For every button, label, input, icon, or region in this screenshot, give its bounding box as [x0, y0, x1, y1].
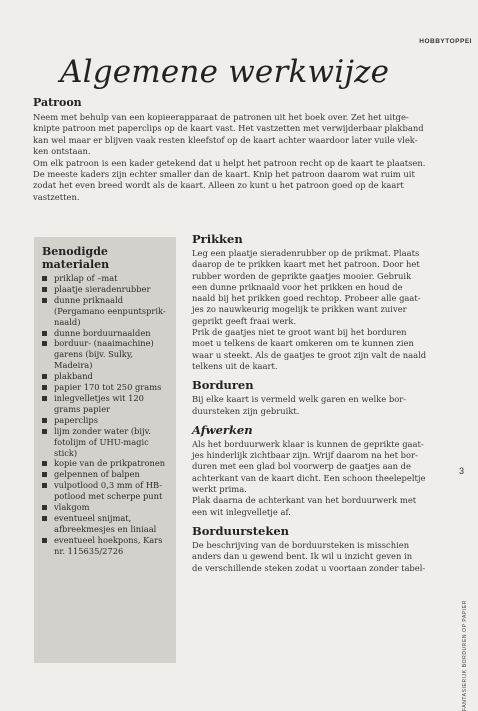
text-line: de verschillende steken zodat u voortaan zonder tabel- [192, 562, 426, 573]
materials-box [34, 237, 176, 663]
list-item [42, 469, 172, 480]
paragraph-borduursteken [192, 540, 442, 574]
list-item [42, 371, 172, 382]
side-running-title: FANTASIERIJK BORDUREN OP PAPIER [462, 600, 468, 711]
page-title: Algemene werkwijze [60, 54, 390, 90]
paragraph-borduren [192, 394, 442, 417]
list-item-text: priklap of –mat [54, 273, 118, 283]
bullet-icon [42, 461, 47, 466]
section-patroon [33, 96, 443, 203]
heading-borduren: Borduren [192, 378, 254, 393]
list-item [42, 415, 172, 426]
bullet-icon [42, 276, 47, 281]
text-line: knipte patroon met paperclips op de kaart vast. Het vastzetten met verwijderbaar plakband [33, 123, 424, 134]
list-item [42, 273, 172, 284]
text-line: De beschrijving van de borduursteken is misschien [192, 539, 410, 550]
text-line: een dunne priknaald voor het prikken en houd de [192, 281, 403, 292]
text-line: waar u steekt. Als de gaatjes te groot zijn valt de naald [192, 349, 427, 360]
page-number: 3 [458, 466, 464, 476]
text-line: kan wel maar er blijven vaak resten kleefstof op de kaart achter waardoor later vuile vlek- [33, 134, 418, 145]
right-column [192, 232, 442, 580]
bullet-icon [42, 538, 47, 543]
bullet-icon [42, 505, 47, 510]
text-line: geprikt geeft fraai werk. [192, 315, 297, 326]
materials-list [34, 273, 176, 557]
text-line: daarop de te prikken kaart met het patroon. Door het [192, 259, 420, 270]
text-line: naald bij het prikken goed rechtop. Probeer alle gaat- [192, 293, 421, 304]
list-item [42, 393, 172, 415]
list-item-text: vlakgom [54, 502, 90, 513]
text-line: ken ontstaan. [33, 146, 91, 157]
bullet-icon [42, 331, 47, 336]
paragraph-prikken [192, 248, 442, 372]
list-item [42, 295, 172, 328]
list-item-text: gelpennen of balpen [54, 469, 140, 480]
text-line: een wit inlegvelletje af. [192, 506, 291, 517]
list-item-text: kopie van de prikpatronen [54, 458, 166, 469]
heading-afwerken: Afwerken [192, 422, 253, 437]
list-item-text: paperclips [54, 414, 98, 425]
bullet-icon [42, 341, 47, 346]
list-item [42, 513, 172, 535]
text-line: rubber worden de geprikte gaatjes mooier. Gebruik [192, 270, 412, 281]
text-line: Om elk patroon is een kader getekend dat u helpt het patroon recht op de kaart te plaatsen. [33, 157, 426, 168]
text-line: vastzetten. [33, 191, 80, 202]
bullet-icon [42, 396, 47, 401]
list-item-text: papier 170 tot 250 grams [54, 382, 162, 393]
text-line: Plak daarna de achterkant van het borduurwerk met [192, 495, 417, 506]
list-item [42, 502, 172, 513]
paragraph-afwerken [192, 439, 442, 518]
list-item [42, 338, 172, 371]
bullet-icon [42, 287, 47, 292]
list-item [42, 535, 172, 557]
list-item-text: plaatje sieradenrubber [54, 283, 151, 294]
text-line: achterkant van de kaart dicht. Een schoon theelepeltje [192, 472, 426, 483]
text-line: anders dan u gewend bent. Ik wil u inzicht geven in [192, 551, 413, 562]
text-line: Neem met behulp van een kopieerapparaat de patronen uit het boek over. Zet het uitge- [33, 112, 409, 122]
paragraph-patroon [33, 112, 443, 203]
list-item-text: inlegvelletjes wit 120 grams papier [54, 392, 144, 414]
text-line: Bij elke kaart is vermeld welk garen en welke bor- [192, 394, 407, 405]
text-line: jes zo nauwkeurig mogelijk te prikken want zuiver [192, 304, 407, 315]
text-line: werkt prima. [192, 484, 247, 495]
bullet-icon [42, 472, 47, 477]
list-item [42, 426, 172, 459]
text-line: moet u telkens de kaart omkeren om te kunnen zien [192, 338, 414, 349]
list-item-text: eventueel snijmat, afbreekmesjes en liniaal [54, 512, 157, 534]
text-line: Als het borduurwerk klaar is kunnen de geprikte gaat- [192, 438, 424, 449]
heading-prikken: Prikken [192, 232, 243, 246]
bullet-icon [42, 516, 47, 521]
header-tag: HOBBYTOPPEI [419, 38, 472, 45]
list-item [42, 328, 172, 339]
list-item [42, 458, 172, 469]
bullet-icon [42, 418, 47, 423]
list-item-text: vulpotlood 0,3 mm of HB-potlood met scherpe punt [54, 480, 163, 502]
heading-borduursteken: Borduursteken [192, 523, 290, 538]
list-item-text: dunne priknaald (Pergamano eenpuntsprik-naald) [54, 294, 166, 327]
list-item-text: plakband [54, 371, 93, 382]
list-item [42, 382, 172, 393]
text-line: Leg een plaatje sieradenrubber op de prikmat. Plaats [192, 248, 420, 258]
bullet-icon [42, 429, 47, 434]
bullet-icon [42, 385, 47, 390]
list-item-text: dunne borduurnaalden [54, 327, 151, 338]
text-line: duursteken zijn gebruikt. [192, 405, 300, 416]
heading-patroon: Patroon [33, 96, 82, 109]
list-item-text: borduur- (naaimachine) garens (bijv. Sulky, Madeira) [54, 338, 154, 371]
bullet-icon [42, 298, 47, 303]
bullet-icon [42, 374, 47, 379]
text-line: duren met een glad bol voorwerp de gaatjes aan de [192, 461, 412, 472]
list-item [42, 284, 172, 295]
bullet-icon [42, 483, 47, 488]
heading-materials: Benodigde materialen [42, 245, 110, 271]
text-line: telkens uit de kaart. [192, 360, 278, 371]
text-line: Prik de gaatjes niet te groot want bij het borduren [192, 327, 407, 338]
text-line: De meeste kaders zijn echter smaller dan de kaart. Knip het patroon daarom wat ruim uit [33, 169, 415, 180]
list-item [42, 480, 172, 502]
text-line: zodat het even breed wordt als de kaart. Alleen zo kunt u het patroon goed op de kaart [33, 180, 404, 191]
list-item-text: lijm zonder water (bijv. fotolijm of UHU-magic stick) [54, 425, 151, 458]
list-item-text: eventueel hoekpons, Kars nr. 115635/2726 [54, 534, 163, 556]
text-line: jes hinderlijk zichtbaar zijn. Wrijf daarom na het bor- [192, 450, 418, 461]
